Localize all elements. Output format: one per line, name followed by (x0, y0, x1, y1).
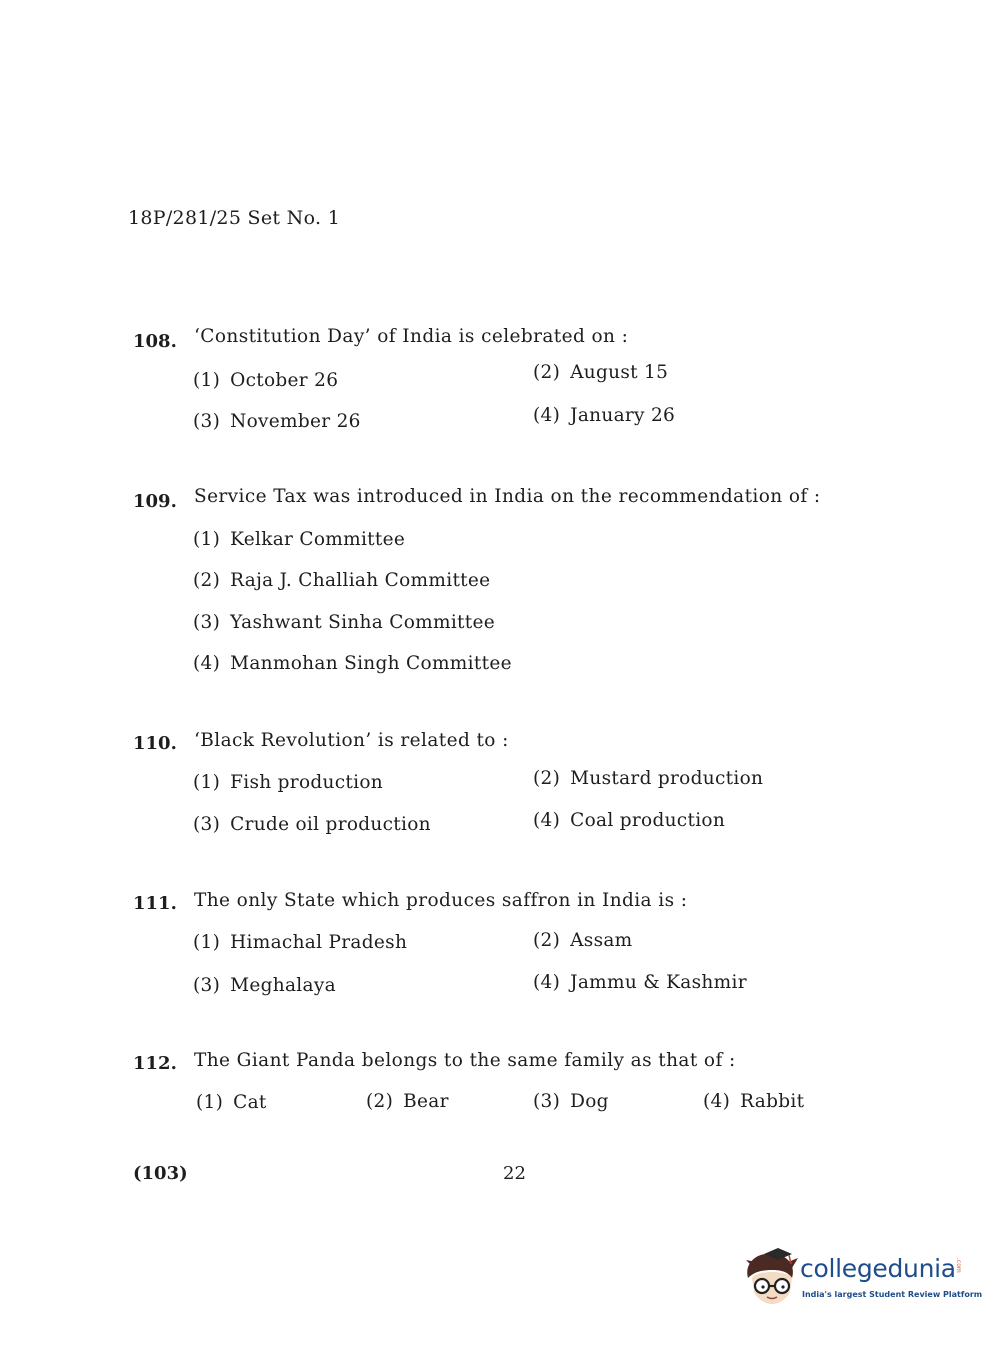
option-1: (1) Himachal Pradesh (193, 932, 408, 953)
option-4: (4) Coal production (533, 810, 726, 831)
option-3: (3) Yashwant Sinha Committee (193, 612, 496, 633)
question-text: ‘Constitution Day’ of India is celebrated on : (194, 326, 629, 347)
question-number: 109. (133, 491, 177, 512)
question-text: The only State which produces saffron in India is : (194, 890, 688, 911)
option-2: (2) Mustard production (533, 768, 764, 789)
collegedunia-logo (742, 1248, 983, 1318)
page-number: 22 (503, 1163, 526, 1184)
option-4: (4) Rabbit (703, 1091, 805, 1112)
option-2: (2) Bear (366, 1091, 449, 1112)
question-number: 108. (133, 331, 177, 352)
option-2: (2) August 15 (533, 362, 669, 383)
brand-name: collegedunia (800, 1254, 956, 1283)
option-3: (3) Meghalaya (193, 975, 336, 996)
option-1: (1) Fish production (193, 772, 383, 793)
question-number: 110. (133, 733, 177, 754)
option-3: (3) Dog (533, 1091, 609, 1112)
question-text: ‘Black Revolution’ is related to : (194, 730, 509, 751)
question-number: 112. (133, 1053, 177, 1074)
question-text: The Giant Panda belongs to the same family as that of : (194, 1050, 736, 1071)
option-4: (4) Jammu & Kashmir (533, 972, 747, 993)
option-1: (1) Kelkar Committee (193, 529, 406, 550)
option-4: (4) Manmohan Singh Committee (193, 653, 512, 674)
option-2: (2) Raja J. Challiah Committee (193, 570, 491, 591)
student-mascot-icon (742, 1248, 802, 1310)
option-3: (3) Crude oil production (193, 814, 431, 835)
question-number: 111. (133, 893, 177, 914)
brand-domain-suffix: .com (955, 1258, 962, 1273)
option-1: (1) Cat (196, 1092, 267, 1113)
question-text: Service Tax was introduced in India on the recommendation of : (194, 486, 821, 507)
booklet-code: (103) (133, 1163, 188, 1184)
paper-set-code: 18P/281/25 Set No. 1 (128, 207, 341, 229)
option-1: (1) October 26 (193, 370, 339, 391)
option-2: (2) Assam (533, 930, 633, 951)
option-3: (3) November 26 (193, 411, 361, 432)
brand-tagline: India's largest Student Review Platform (802, 1290, 983, 1299)
option-4: (4) January 26 (533, 405, 676, 426)
